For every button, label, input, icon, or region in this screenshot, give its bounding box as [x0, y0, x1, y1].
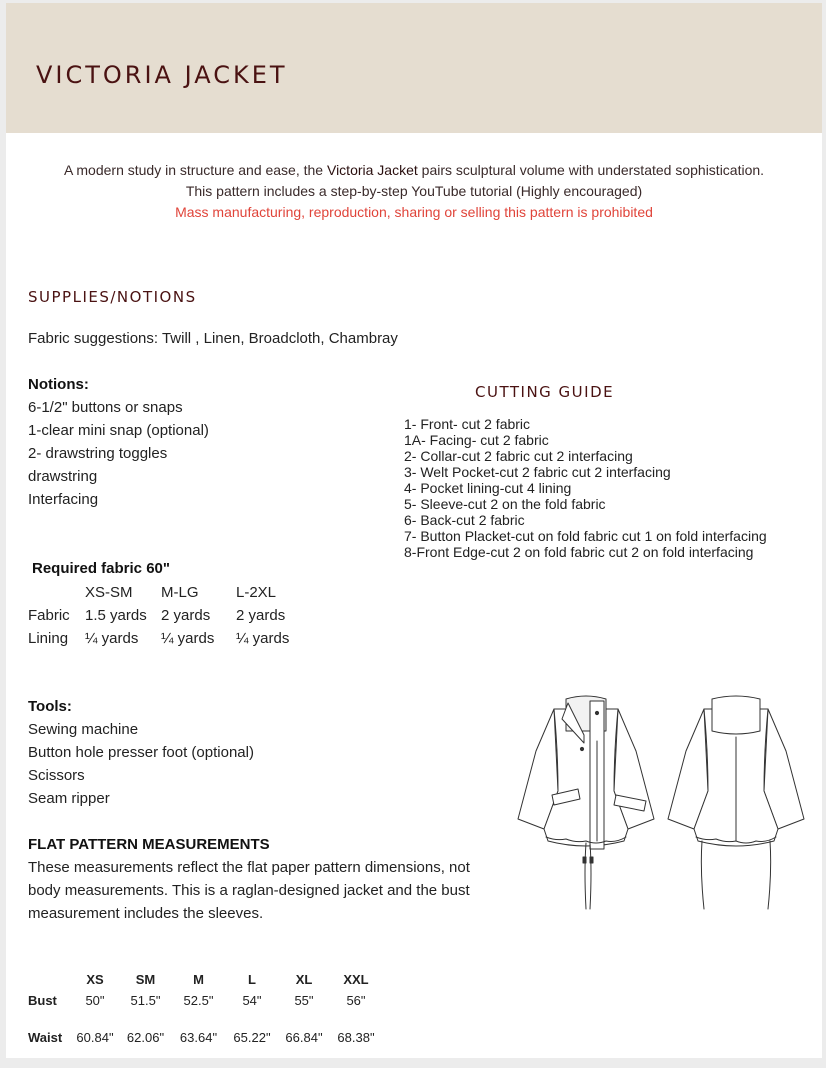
cutting-guide-list — [404, 416, 767, 560]
tools-label: Tools: — [28, 698, 72, 715]
table-cell: 2 yards — [161, 607, 211, 624]
pattern-name-highlight: Victoria Jacket — [326, 162, 418, 178]
cutting-guide-heading: CUTTING GUIDE — [475, 383, 615, 401]
list-item: 6- Back-cut 2 fabric — [404, 512, 525, 528]
table-row — [28, 604, 289, 627]
table-cell: 1.5 yards — [85, 607, 147, 624]
tools-list — [28, 718, 254, 810]
table-cell: 2 yards — [236, 607, 286, 624]
table-cell: 55" — [294, 992, 314, 1008]
list-item: 2- drawstring toggles — [28, 445, 168, 462]
table-row — [28, 627, 289, 650]
list-item: 4- Pocket lining-cut 4 lining — [404, 480, 572, 496]
table-cell: 51.5" — [130, 992, 161, 1008]
table-cell: L — [248, 971, 256, 987]
list-item: 7- Button Placket-cut on fold fabric cut 1 on fold interfacing — [404, 528, 767, 544]
list-item: 2- Collar-cut 2 fabric cut 2 interfacing — [404, 448, 633, 464]
required-fabric-title: Required fabric 60" — [32, 560, 170, 577]
title-banner — [6, 3, 822, 133]
table-cell: 62.06" — [126, 1029, 165, 1045]
table-cell: 50" — [85, 992, 105, 1008]
flat-pattern-heading: FLAT PATTERN MEASUREMENTS — [28, 836, 270, 853]
list-item: Button hole presser foot (optional) — [28, 744, 254, 761]
table-cell: M — [193, 971, 204, 987]
list-item: 5- Sleeve-cut 2 on the fold fabric — [404, 496, 606, 512]
intro-block — [6, 160, 822, 223]
supplies-heading: SUPPLIES/NOTIONS — [28, 288, 197, 306]
intro-line-2: This pattern includes a step-by-step YouTube tutorial (Highly encouraged) — [185, 183, 643, 199]
fabric-suggestions: Fabric suggestions: Twill , Linen, Broadcloth, Chambray — [28, 330, 398, 347]
intro-text: pairs sculptural volume with understated sophistication. — [417, 162, 765, 178]
list-item: Scissors — [28, 767, 85, 784]
page-title: VICTORIA JACKET — [36, 61, 288, 89]
table-row — [28, 581, 289, 604]
table-cell: ¼ yards — [161, 630, 215, 647]
table-cell: XS-SM — [85, 584, 133, 601]
copyright-warning: Mass manufacturing, reproduction, sharing or selling this pattern is prohibited — [175, 204, 653, 220]
table-cell: Fabric — [28, 607, 70, 624]
list-item: 1-clear mini snap (optional) — [28, 422, 209, 439]
pattern-page — [6, 3, 822, 1058]
list-item: drawstring — [28, 468, 98, 485]
notions-list — [28, 396, 209, 511]
notions-label: Notions: — [28, 376, 89, 393]
list-item: 8-Front Edge-cut 2 on fold fabric cut 2 on fold interfacing — [404, 544, 754, 560]
table-cell: 54" — [242, 992, 262, 1008]
table-cell: 56" — [346, 992, 366, 1008]
table-cell: 60.84" — [76, 1029, 114, 1045]
intro-line-1 — [6, 160, 822, 181]
table-cell: 68.38" — [337, 1029, 375, 1045]
table-cell: Bust — [28, 992, 57, 1008]
flat-pattern-table — [28, 969, 382, 1048]
required-fabric-table — [28, 581, 289, 650]
table-cell: XXL — [343, 971, 369, 987]
table-row — [28, 989, 382, 1011]
table-cell: XL — [295, 971, 313, 987]
table-cell: M-LG — [161, 584, 199, 601]
table-row — [28, 969, 382, 989]
table-cell: 63.64" — [179, 1029, 218, 1045]
jacket-back-sketch — [668, 696, 804, 909]
list-item: Sewing machine — [28, 721, 139, 738]
table-cell: SM — [135, 971, 156, 987]
table-cell: Lining — [28, 630, 69, 647]
jacket-flat-sketch — [506, 691, 806, 919]
list-item: 1- Front- cut 2 fabric — [404, 416, 531, 432]
table-cell: ¼ yards — [236, 630, 290, 647]
flat-pattern-description: These measurements reflect the flat paper pattern dimensions, not body measurements. This is a raglan-designed jacket and the bust measurement includes the sleeves. — [28, 859, 470, 922]
list-item: 6-1/2" buttons or snaps — [28, 399, 183, 416]
table-row — [28, 1026, 382, 1048]
table-cell: Waist — [28, 1029, 63, 1045]
list-item: 1A- Facing- cut 2 fabric — [404, 432, 549, 448]
table-cell: ¼ yards — [85, 630, 139, 647]
table-cell: 52.5" — [183, 992, 214, 1008]
list-item: Interfacing — [28, 491, 99, 508]
list-item: Seam ripper — [28, 790, 110, 807]
table-cell: 66.84" — [285, 1029, 323, 1045]
table-cell: XS — [86, 971, 104, 987]
table-cell: L-2XL — [236, 584, 277, 601]
jacket-front-sketch — [518, 696, 654, 909]
intro-text: A modern study in structure and ease, the — [63, 162, 327, 178]
list-item: 3- Welt Pocket-cut 2 fabric cut 2 interfacing — [404, 464, 671, 480]
table-cell: 65.22" — [233, 1029, 271, 1045]
